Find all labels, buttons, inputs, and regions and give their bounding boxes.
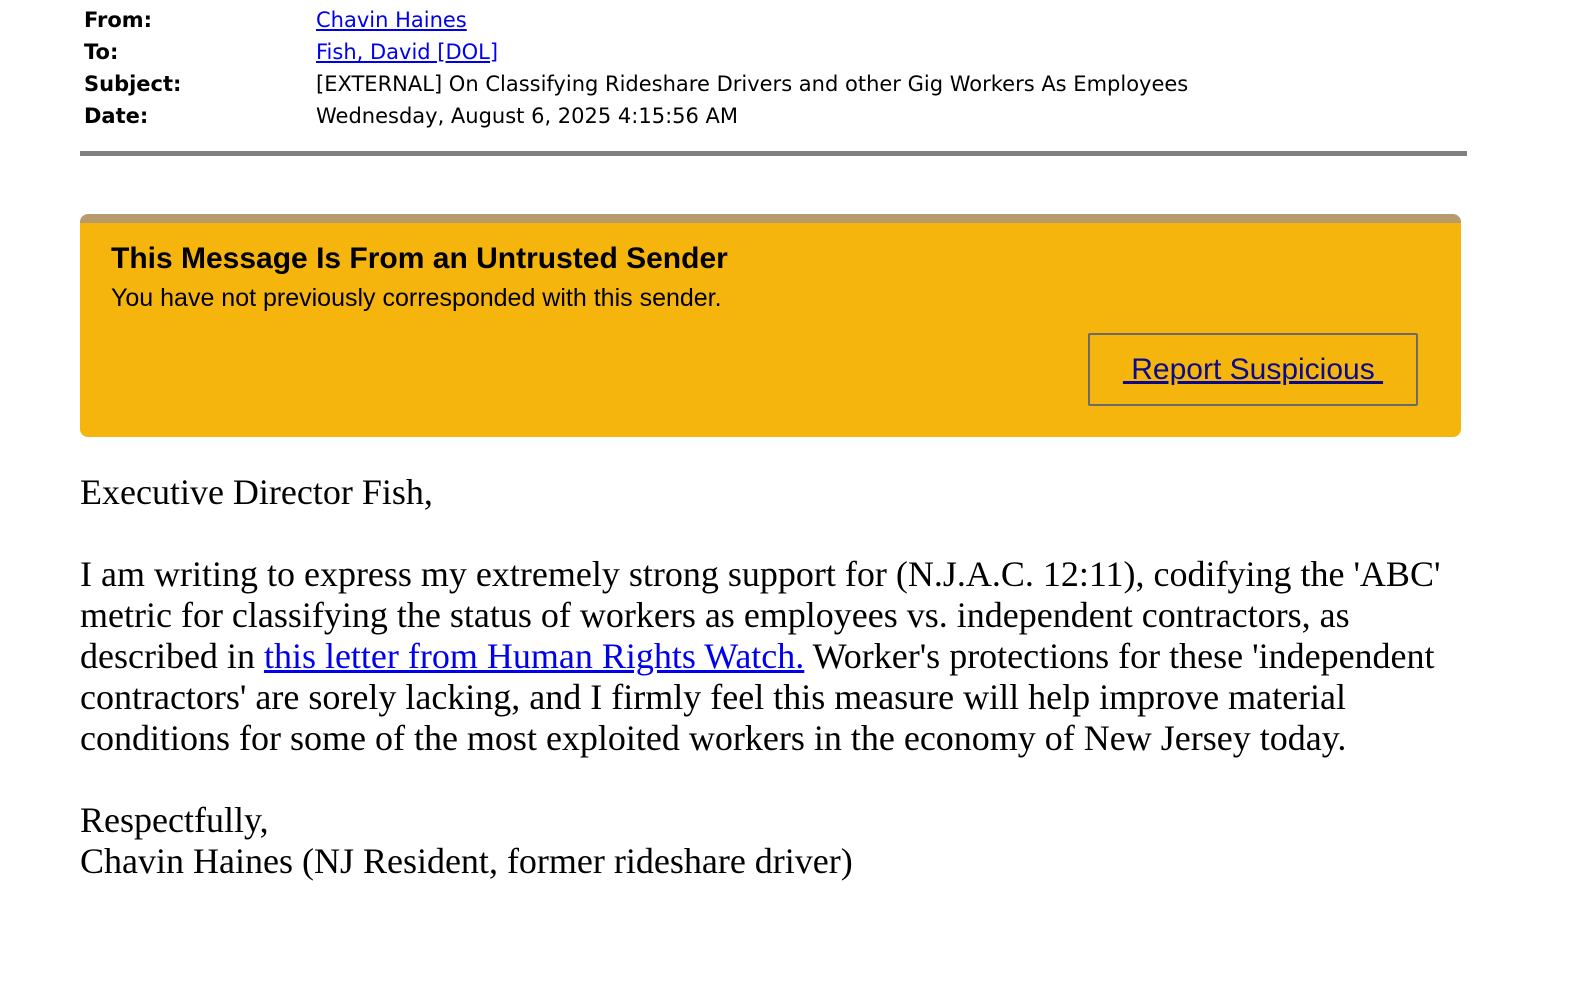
to-row	[84, 36, 1504, 68]
to-recipient-link[interactable]: Fish, David [DOL]	[316, 40, 499, 64]
subject-value: [EXTERNAL] On Classifying Rideshare Drivers and other Gig Workers As Employees	[316, 72, 1189, 96]
from-label: From:	[84, 8, 153, 32]
header-divider	[80, 151, 1467, 156]
date-label: Date:	[84, 104, 149, 128]
banner-subtitle: You have not previously corresponded with this sender.	[111, 284, 722, 312]
subject-row	[84, 68, 1504, 100]
untrusted-sender-banner	[80, 214, 1461, 437]
email-body	[80, 472, 1480, 882]
date-row	[84, 100, 1504, 132]
paragraph-text-after-link: Worker's protections for these 'independent contractors' are sorely lacking, and I firmly feel this measure will help improve material conditions for some of the most exploited workers in the economy of New Jersey today.	[80, 636, 1435, 758]
report-suspicious-button[interactable]	[1088, 333, 1418, 406]
report-suspicious-label[interactable]: Report Suspicious	[1122, 352, 1384, 386]
banner-title: This Message Is From an Untrusted Sender	[111, 242, 728, 275]
to-label: To:	[84, 40, 119, 64]
email-header	[84, 4, 1504, 132]
subject-label: Subject:	[84, 72, 182, 96]
signature: Chavin Haines (NJ Resident, former rideshare driver)	[80, 841, 853, 881]
paragraph-text-before-link: I am writing to express my extremely strong support for (N.J.A.C. 12:11), codifying the 'ABC' metric for classifying the status of workers as employees vs. independent contractors, as described in	[80, 554, 1441, 676]
date-value: Wednesday, August 6, 2025 4:15:56 AM	[316, 104, 739, 128]
body-paragraph	[80, 554, 1480, 759]
from-sender-link[interactable]: Chavin Haines	[316, 8, 467, 32]
closing: Respectfully,	[80, 800, 269, 840]
from-row	[84, 4, 1504, 36]
greeting: Executive Director Fish,	[80, 472, 433, 512]
human-rights-watch-link[interactable]: this letter from Human Rights Watch.	[263, 636, 805, 676]
